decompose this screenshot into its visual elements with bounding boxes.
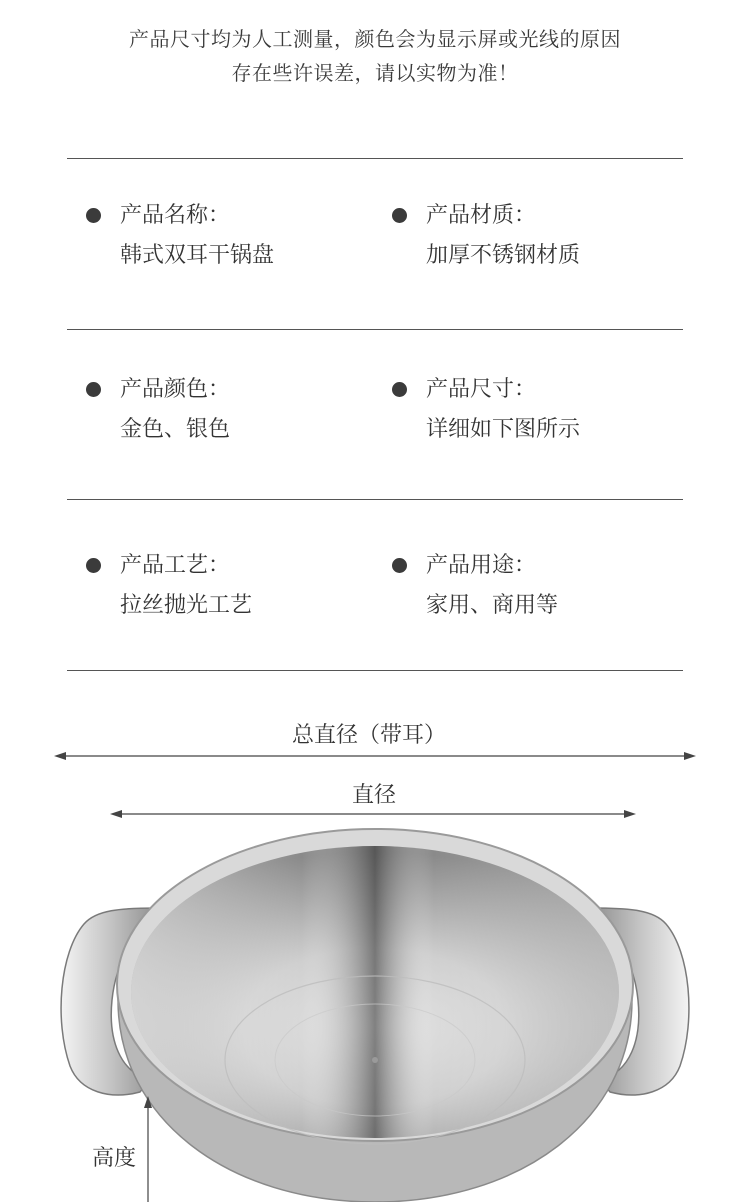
divider (67, 499, 683, 500)
total-diameter-arrow (54, 752, 696, 760)
diameter-label: 直径 (352, 783, 397, 808)
spec-value: 金色、银色 (120, 417, 231, 442)
bullet-icon (86, 208, 101, 223)
pan-dimension-diagram (0, 700, 750, 1202)
divider (67, 158, 683, 159)
measurement-notice (0, 22, 750, 90)
bullet-icon (392, 382, 407, 397)
spec-label: 产品颜色： (120, 377, 231, 402)
notice-line-2: 存在些许误差，请以实物为准！ (231, 61, 519, 85)
bullet-icon (86, 558, 101, 573)
diameter-arrow (110, 810, 636, 818)
height-label: 高度 (92, 1146, 137, 1171)
spec-value: 韩式双耳干锅盘 (120, 243, 275, 268)
divider (67, 670, 683, 671)
spec-value: 加厚不锈钢材质 (426, 243, 581, 268)
spec-label: 产品用途： (426, 553, 537, 578)
divider (67, 329, 683, 330)
spec-label: 产品名称： (120, 203, 231, 228)
spec-label: 产品材质： (426, 203, 537, 228)
notice-line-1: 产品尺寸均为人工测量，颜色会为显示屏或光线的原因 (129, 27, 621, 51)
bullet-icon (86, 382, 101, 397)
bullet-icon (392, 558, 407, 573)
bullet-icon (392, 208, 407, 223)
spec-label: 产品工艺： (120, 553, 231, 578)
spec-value: 详细如下图所示 (426, 417, 581, 442)
height-arrow (144, 1096, 152, 1202)
spec-label: 产品尺寸： (426, 377, 537, 402)
spec-value: 家用、商用等 (426, 593, 559, 618)
total-diameter-label: 总直径（带耳） (292, 723, 447, 748)
spec-value: 拉丝抛光工艺 (120, 593, 253, 618)
